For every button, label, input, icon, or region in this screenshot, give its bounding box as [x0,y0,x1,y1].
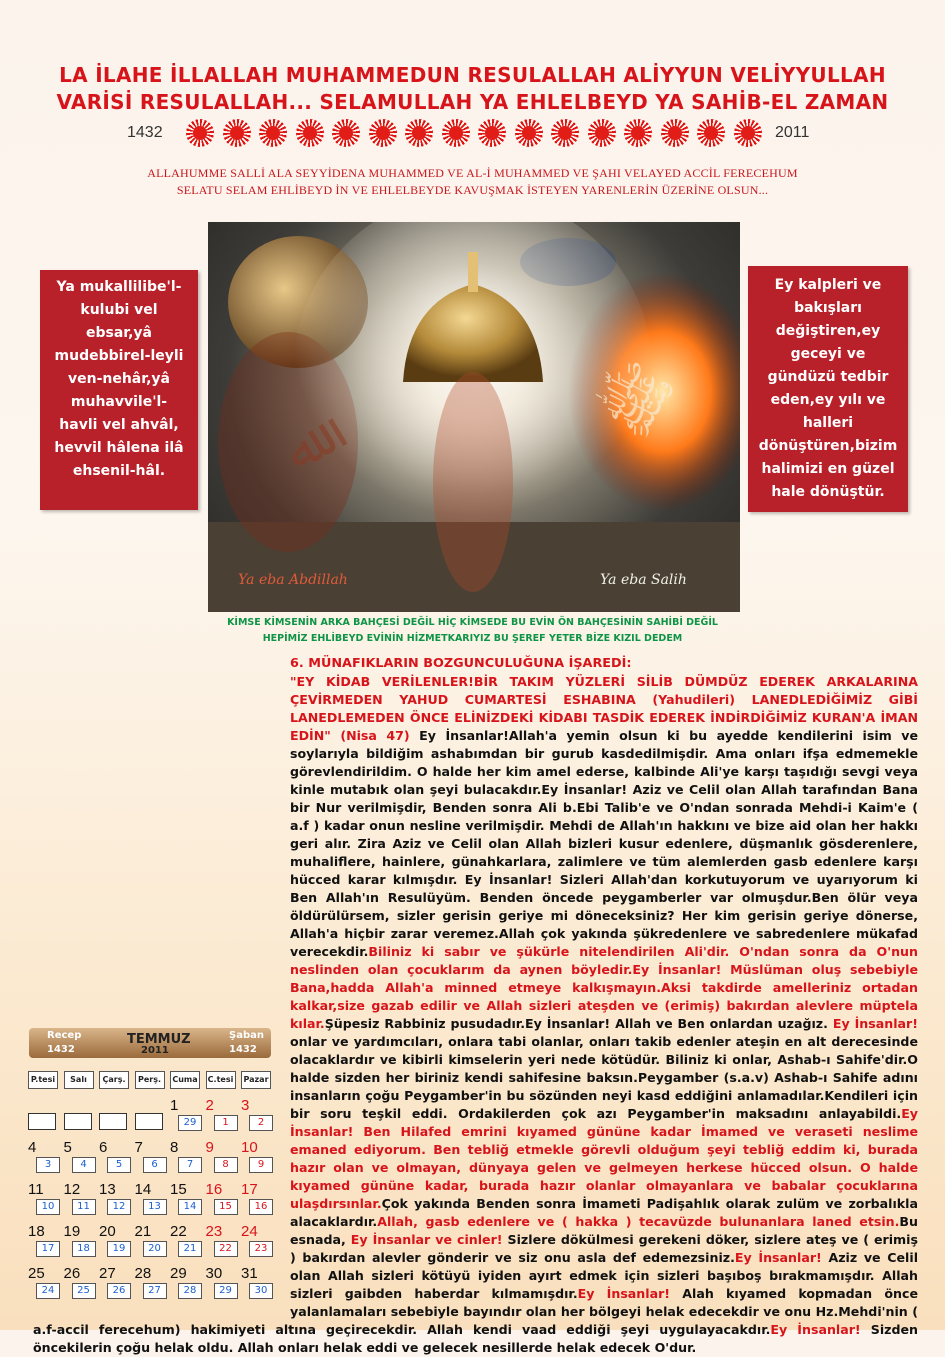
gregorian-day: 17 [241,1181,258,1198]
calendar-day-cell [64,1140,94,1174]
right-dua-line: geceyi ve [790,346,866,362]
calendar-day-cell [241,1140,271,1174]
hijri-day: 4 [72,1157,96,1173]
hijri-day: 30 [249,1283,273,1299]
hijri-day: 13 [143,1199,167,1215]
article-text-red: Ey İnsanlar! [577,1286,671,1301]
sun-ornament-row [186,119,762,149]
calendar-day-cell [241,1182,271,1216]
calendar-day-cell [206,1098,236,1132]
calendar-header [29,1028,271,1058]
dome-spire [468,252,478,292]
image-label-right: Ya eba Salih [600,572,687,588]
right-dua-line: gündüzü tedbir [767,369,889,385]
calendar-day-cell [99,1266,129,1300]
article-heading: 6. MÜNAFIKLARIN BOZGUNCULUĞUNA İŞAREDİ: [290,656,632,671]
article-text-red: Allah, gasb edenlere ve ( hakka ) tecavüzde bulunanlara laned etsin. [377,1214,900,1229]
sun-icon [186,119,214,147]
left-dua-line: Ya mukallilibe'l- [56,279,182,295]
calendar-day-cell [241,1266,271,1300]
gregorian-day: 9 [205,1139,214,1156]
article-text-red: Biliniz ki sabır ve şükürle nitelendirilen Ali'dir. O'ndan sonra da O'nun neslinden olan çocuklarım da aynen böyledir.Ey İnsanlar! Müslüman oluş sebebiyle Bana,hadda Allah'a minned etmeye kalkışmayın.Aksi takdirde amelleriniz ortadan kalkar,size gazab edilir ve Allah sizleri ateşden ve (erimiş) bakırdan alevlere müptela kılar. [290,944,918,1031]
hijri-day: 16 [249,1199,273,1215]
article-text: Sizden öncekilerin çoğu helak oldu. Allah onları helak eddi ve gelecek nesillerde helak edecek O'dur. [33,1322,919,1355]
left-dua-line: mudebbirel-leyli [54,348,184,364]
gregorian-day: 7 [134,1139,143,1156]
gregorian-day: 16 [205,1181,223,1198]
article-text-red: Ey İnsanlar! [832,1016,918,1031]
caption-line-1: KİMSE KİMSENİN ARKA BAHÇESİ DEĞİL HİÇ KİMSEDE BU EVİN ÖN BAHÇESİNİN SAHİBİ DEĞİL [227,617,718,628]
right-dua-line: halleri [802,415,854,431]
empty-box [99,1113,127,1130]
gregorian-day: 2 [205,1097,214,1114]
article-text: Ey İnsanlar!Allah'a yemin olsun ki bu ayedde kendilerini isim ve soylarıyla bildiğim ashabımdan bir gurub kasdedilmişdir. Ama onları ifşa edmemekle görevlendirildim. O halde her kim amel ederse, kalbinde Ali'ye karşı taşıdığı sevgi veya kinle mutabık olan şeyi bulacakdır.Ey İnsanlar! Aziz ve Celil olan Allah tarafından Bana bir Nur verilmişdir, Benden sonra Ali b.Ebi Talib'e ve O'ndan sonrada Mehdi-i Kaim'e ( a.f ) kadar onun nesline verilmişdir. Mehdi de Allah'ın hakkını ve bize aid olan her hakkı geri alır. Zira Aziz ve Celil olan Allah bizleri kusur edenlere, düşmanlık gösderenlere, muhaliflere, hainlere, günahkarlara, zalimlere ve tüm alemlerden gasb edenlere karşı hücced karar kılmışdır. [290,728,918,887]
gregorian-day: 8 [170,1139,179,1156]
calendar-day-cell [170,1140,200,1174]
sun-icon [551,119,579,147]
right-dua-line: eden,ey yılı ve [770,392,886,408]
gregorian-day: 6 [99,1139,108,1156]
gregorian-day: 20 [99,1223,116,1240]
hijri-month-right: Şaban [229,1030,264,1041]
hijri-day: 5 [107,1157,131,1173]
left-dua-line: kulubi vel [80,302,158,318]
gregorian-day: 11 [28,1181,44,1198]
gregorian-day: 26 [63,1265,81,1282]
calligraphy-left: ﷲ [275,417,330,483]
article-text-red: Ey İnsanlar! [770,1322,861,1337]
article-text: Bu esnada, [290,1214,918,1247]
sun-icon [259,119,287,147]
sun-icon [478,119,506,147]
salawat-line-2: SELATU SELAM EHLİBEYD İN VE EHLELBEYDE KAVUŞMAK İSTEYEN YARENLERİN ÜZERİNE OLSUN... [176,183,769,197]
sun-icon [734,119,762,147]
article-text: Çok yakında Benden sonra İmameti Padişahlık olarak zulüm ve zorbalıkla alacaklardır. [290,1196,918,1229]
left-dua-line: ebsar,yâ [85,325,153,341]
gregorian-day: 10 [241,1139,258,1156]
weekday-label: C.tesi [206,1071,236,1089]
article-text: Alah kıyamed kopmadan önce yalanlamaları sebebiyle bayındır olan her bölgeyi helak edecekdir ve onu Hz.Mehdi'nin ( a.f-accil ferecehum) hakimiyeti altına geçirecekdir. Allah kendi vaad eddiği şeyi uygulayacakdır. [33,1286,918,1337]
weekday-label: Pazar [241,1071,271,1089]
calligraphy-right: ﷺ [590,351,688,450]
empty-box [135,1113,163,1130]
shrine-artwork [208,222,740,612]
gregorian-day: 27 [99,1265,116,1282]
calendar-day-cell [135,1140,165,1174]
weekday-label: P.tesi [28,1071,58,1089]
hijri-day: 23 [249,1241,273,1257]
gregorian-day: 1 [170,1097,179,1114]
gregorian-day: 21 [134,1223,152,1240]
hijri-year-right: 1432 [229,1044,257,1055]
hijri-day: 3 [36,1157,60,1173]
header-line-2: VARİSİ RESULALLAH... SELAMULLAH YA EHLELBEYD YA SAHİB-EL ZAMAN [56,90,889,114]
gregorian-day: 24 [241,1223,258,1240]
figure-silhouette [433,372,513,592]
calendar-day-cell [206,1266,236,1300]
right-dua-line: halimizi en güzel [761,461,895,477]
gregorian-day: 15 [170,1181,187,1198]
calendar-empty-cell [64,1098,94,1132]
right-dua-line: Ey kalpleri ve [774,277,882,293]
calendar-day-cell [241,1098,271,1132]
article-text-red: Ey İnsanlar! Ben Hilafed emrini kıyamed gününe kadar İmamed ve veraseti neslime emaned ediyorum. Ben tebliğ etmekle görevli olduğum şeyi tebliğ eddim ki, burada hazır olan ve olmayan, dünyaya gelen ve gelmeyen herkese hücced olsun. O halde kıyamed gününe kadar, burada hazır olanlar olmayanlara ve babalar çocuklarına ulaşdırsınlar. [290,1106,918,1211]
year-left: 1432 [127,124,163,141]
calendar-day-cell [170,1224,200,1258]
weekday-label: Salı [64,1071,94,1089]
gregorian-day: 4 [28,1139,37,1156]
hijri-day: 22 [214,1241,238,1257]
sun-icon [515,119,543,147]
hijri-day: 25 [72,1283,96,1299]
gregorian-day: 3 [241,1097,250,1114]
hijri-day: 11 [72,1199,96,1215]
hijri-day: 29 [214,1283,238,1299]
gregorian-day: 14 [134,1181,152,1198]
calendar-month: TEMMUZ [127,1032,191,1047]
left-dua-box [40,270,198,510]
calendar-empty-cell [99,1098,129,1132]
article-text: Şüpesiz Rabbiniz pusudadır.Ey İnsanlar! Allah ve Ben onlardan uzağız. [324,1016,833,1031]
article-text: onlar ve yardımcıları, onlara tabi olanlar, onları takib edenler ateşin en alt derecesinde olacaklardır ve kibirli kimselerin yeri nede kötüdür. Biliniz ki onlar, Ashab-ı Sahife'dir.O halde sizden her biriniz kendi sahifesine baksın.Peygamber (s.a.v) Ashab-ı Sahife adını insanların çoğu Peygamber'in bu sözünden neyi kasd eddiğini anlamadılar.Kendileri için bir soru teşkil eddi. Ordakilerden çok azı Peygamber'in maksadını anlayabildi. [290,1034,918,1121]
gregorian-day: 5 [63,1139,72,1156]
calendar-day-cell [64,1224,94,1258]
calendar-day-cell [99,1140,129,1174]
gregorian-day: 31 [241,1265,258,1282]
sun-icon [661,119,689,147]
calendar-day-cell [64,1266,94,1300]
hijri-day: 26 [107,1283,131,1299]
hijri-day: 14 [178,1199,202,1215]
hijri-day: 21 [178,1241,202,1257]
hijri-day: 27 [143,1283,167,1299]
calendar-day-cell [135,1182,165,1216]
shrine-artwork-svg [208,222,740,612]
calendar-day-cell [170,1098,200,1132]
left-dua-line: hevvil hâlena ilâ [54,440,184,456]
left-dua-line: muhavvile'l- [70,394,168,410]
hijri-day: 2 [249,1115,273,1131]
left-dua-line: ven-nehâr,yâ [67,371,170,387]
weekday-label: Cuma [170,1071,200,1089]
sun-icon [296,119,324,147]
gregorian-day: 22 [170,1223,187,1240]
hijri-day: 1 [214,1115,238,1131]
left-dua-line: ehsenil-hâl. [72,463,166,479]
hijri-day: 18 [72,1241,96,1257]
calendar-day-cell [170,1266,200,1300]
left-dua-line: havli vel ahvâl, [59,417,179,433]
calendar-empty-cell [28,1098,58,1132]
calendar-day-cell [28,1182,58,1216]
calendar-day-cell [135,1266,165,1300]
calendar-day-cell [99,1224,129,1258]
calendar-day-cell [28,1266,58,1300]
sun-icon [369,119,397,147]
gregorian-day: 19 [63,1223,81,1240]
empty-box [64,1113,92,1130]
hijri-month-left: Recep [47,1030,82,1041]
article-text-red: Ey İnsanlar ve cinler! [350,1232,503,1247]
hijri-day: 7 [178,1157,202,1173]
hijri-day: 6 [143,1157,167,1173]
calendar [25,1028,275,1308]
calendar-day-cell [135,1224,165,1258]
calendar-day-cell [28,1140,58,1174]
calendar-day-cell [64,1182,94,1216]
calendar-day-cell [99,1182,129,1216]
calendar-day-cell [206,1140,236,1174]
hijri-day: 24 [36,1283,60,1299]
gregorian-day: 28 [134,1265,152,1282]
article-text-red: Ey İnsanlar! [734,1250,822,1265]
header-line-1: LA İLAHE İLLALLAH MUHAMMEDUN RESULALLAH ALİYYUN VELİYYULLAH [59,63,886,87]
hijri-day: 9 [249,1157,273,1173]
year-right: 2011 [775,124,810,141]
right-dua-box [748,266,908,512]
calendar-day-cell [206,1182,236,1216]
calendar-day-cell [28,1224,58,1258]
calendar-empty-cell [135,1098,165,1132]
hijri-day: 28 [178,1283,202,1299]
hijri-day: 19 [107,1241,131,1257]
calendar-day-cell [241,1224,271,1258]
gregorian-day: 13 [99,1181,116,1198]
empty-box [28,1113,56,1130]
sun-icon [588,119,616,147]
right-dua-line: değiştiren,ey [775,323,881,339]
gregorian-day: 12 [63,1181,81,1198]
article-text: Aziz ve Celil olan Allah sizleri kötüyü iyiden ayırt edmek için sizleri başıboş bırakmamışdır. Allah sizleri gaibden haberdar kılmamışdır. [290,1250,919,1301]
gregorian-day: 18 [28,1223,45,1240]
image-label-left: Ya eba Abdillah [238,572,348,588]
salawat-line-1: ALLAHUMME SALLİ ALA SEYYİDENA MUHAMMED VE AL-İ MUHAMMED VE ŞAHI VELAYED ACCİL FERECEHUM [147,166,798,180]
sun-icon [223,119,251,147]
hijri-day: 12 [107,1199,131,1215]
gregorian-day: 29 [170,1265,187,1282]
calendar-year: 2011 [141,1045,169,1056]
hijri-day: 10 [36,1199,60,1215]
article-quote: "EY KİDAB VERİLENLER!BİR TAKIM YÜZLERİ SİLİB DÜMDÜZ EDEREK ARKALARINA ÇEVİRMEDEN YAHUD CUMARTESİ ESHABINA (Yahudileri) LANEDLEDİĞİMİZ GİBİ LANEDLEMEDEN ÖNCE ELİNİZDEKİ KİDABI TASDİK EDEREK İNDİRDİĞİMİZ KURAN'A İMAN EDİN" (Nisa 47) [290,674,918,743]
article-text: Ey İnsanlar! Sizleri Allah'dan korkutuyorum ve uyarıyorum ki Ben Allah'ın Resulüyüm. Benden öncede peygamberler var olmuşdur.Ben ölür veya öldürülürsem, sizler gerisin geriye mi döneceksiniz? Her kim gerisin geriye dönerse, Allah'a hiçbir zarar veremez.Allah çok yakında şükredenlere ve sabredenlere mükafad verecekdir. [290,872,918,959]
hijri-day: 8 [214,1157,238,1173]
calendar-day-cell [170,1182,200,1216]
gregorian-day: 23 [205,1223,223,1240]
right-dua-line: bakışları [794,300,862,316]
hijri-day: 15 [214,1199,238,1215]
hijri-year-left: 1432 [47,1044,75,1055]
sun-icon [405,119,433,147]
gregorian-day: 25 [28,1265,45,1282]
sun-icon [442,119,470,147]
gregorian-day: 30 [205,1265,223,1282]
caption-line-2: HEPİMİZ EHLİBEYD EVİNİN HİZMETKARIYIZ BU ŞEREF YETER BİZE KIZIL DEDEM [262,633,683,644]
right-dua-line: dönüştüren,bizim [758,438,898,454]
hijri-day: 29 [178,1115,202,1131]
hijri-day: 17 [36,1241,60,1257]
weekday-label: Perş. [135,1071,165,1089]
sun-icon [624,119,652,147]
weekday-label: Çarş. [99,1071,129,1089]
sun-icon [332,119,360,147]
hijri-day: 20 [143,1241,167,1257]
right-dua-line: hale dönüştür. [771,484,885,500]
article-text: Sizlere dökülmesi gerekeni döker, sizlere ateş ve ( erimiş ) bakırdan alevler gönderir ve siz onu asla def edemezsiniz. [290,1232,918,1265]
sun-icon [697,119,725,147]
calendar-day-cell [206,1224,236,1258]
